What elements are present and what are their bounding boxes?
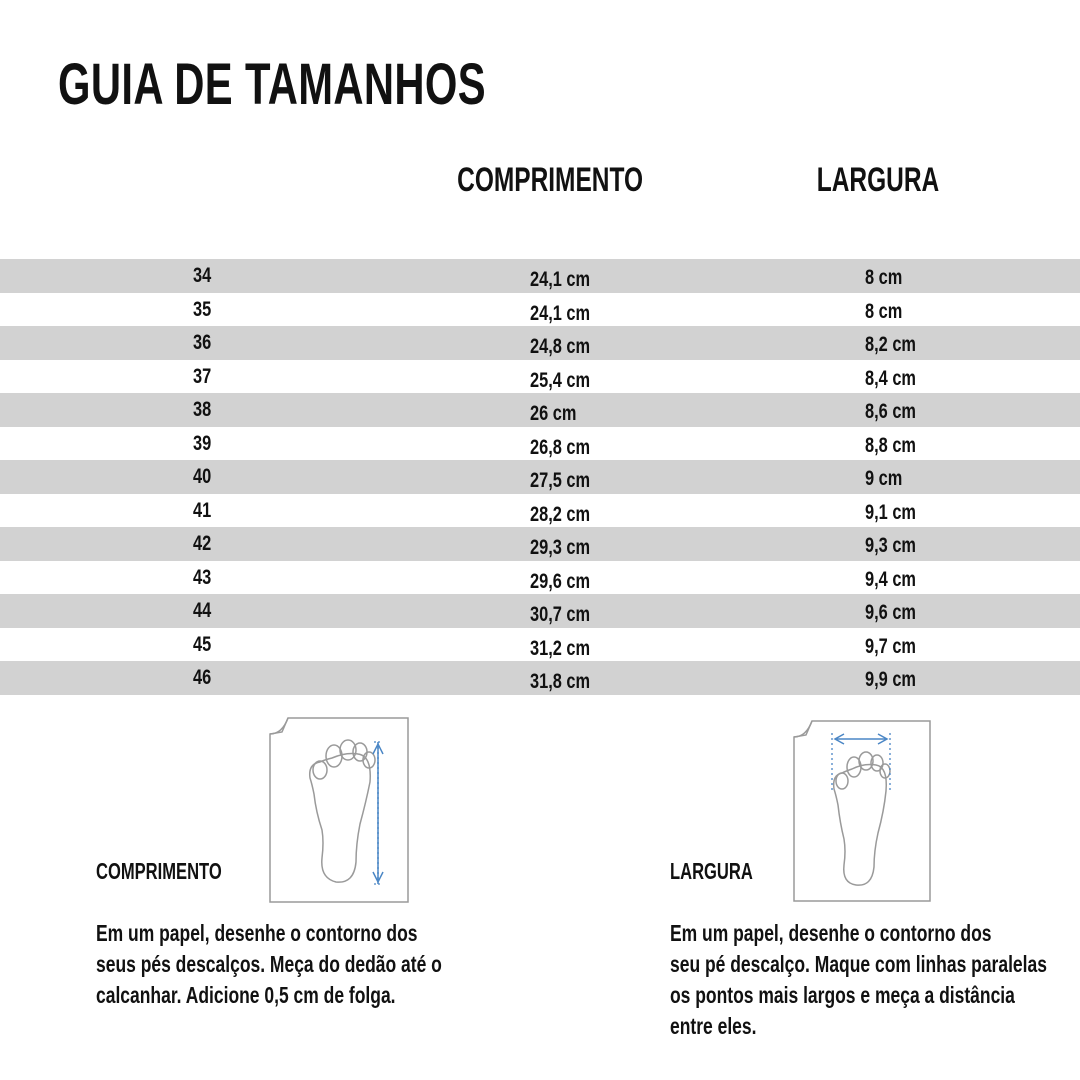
foot-width-icon — [786, 715, 936, 905]
size-table — [0, 259, 1080, 695]
instruction-line: seu pé descalço. Maque com linhas paralelas — [670, 951, 1047, 977]
instruction-line: calcanhar. Adicione 0,5 cm de folga. — [96, 982, 396, 1008]
largura-cell: 9 cm — [865, 467, 903, 490]
largura-cell: 9,4 cm — [865, 567, 917, 591]
table-row — [0, 393, 1080, 427]
largura-cell: 8 cm — [865, 266, 903, 289]
largura-cell: 9,6 cm — [865, 601, 917, 624]
comprimento-cell: 30,7 cm — [530, 603, 591, 626]
size-cell: 44 — [193, 599, 212, 622]
largura-instructions — [670, 918, 1070, 1042]
column-header-largura: LARGURA — [816, 161, 940, 199]
table-row — [0, 460, 1080, 494]
table-row — [0, 494, 1080, 528]
largura-cell: 8,6 cm — [865, 400, 917, 423]
size-cell: 40 — [193, 465, 212, 488]
comprimento-cell: 29,3 cm — [530, 536, 591, 559]
comprimento-cell: 24,1 cm — [530, 268, 591, 291]
largura-cell: 8,4 cm — [865, 366, 917, 390]
comprimento-cell: 26,8 cm — [530, 435, 591, 459]
comprimento-cell: 28,2 cm — [530, 502, 591, 526]
size-cell: 38 — [193, 398, 212, 421]
comprimento-cell: 31,2 cm — [530, 636, 591, 660]
size-cell: 41 — [193, 498, 212, 522]
comprimento-cell: 24,1 cm — [530, 301, 591, 325]
table-row — [0, 527, 1080, 561]
foot-width-diagram — [786, 715, 936, 905]
size-cell: 35 — [193, 297, 212, 321]
column-header-comprimento: COMPRIMENTO — [457, 161, 643, 199]
instruction-line: Em um papel, desenhe o contorno dos — [670, 920, 992, 946]
table-row — [0, 628, 1080, 662]
largura-cell: 9,7 cm — [865, 634, 917, 658]
size-cell: 42 — [193, 532, 212, 555]
instruction-line: seus pés descalços. Meça do dedão até o — [96, 951, 442, 977]
table-row — [0, 427, 1080, 461]
largura-cell: 8,8 cm — [865, 433, 917, 457]
largura-cell: 9,9 cm — [865, 668, 917, 691]
size-cell: 45 — [193, 632, 212, 656]
largura-cell: 8 cm — [865, 299, 903, 323]
instruction-line: Em um papel, desenhe o contorno dos — [96, 920, 418, 946]
comprimento-cell: 24,8 cm — [530, 335, 591, 358]
comprimento-cell: 27,5 cm — [530, 469, 591, 492]
table-row — [0, 360, 1080, 394]
size-cell: 39 — [193, 431, 212, 455]
table-row — [0, 293, 1080, 327]
size-cell: 46 — [193, 666, 212, 689]
foot-length-diagram — [262, 712, 412, 904]
comprimento-cell: 31,8 cm — [530, 670, 591, 693]
page-title: GUIA DE TAMANHOS — [58, 52, 486, 117]
foot-length-icon — [262, 712, 412, 904]
table-row — [0, 326, 1080, 360]
table-row — [0, 661, 1080, 695]
largura-section-label: LARGURA — [670, 858, 753, 884]
largura-cell: 9,3 cm — [865, 534, 917, 557]
size-cell: 43 — [193, 565, 212, 589]
size-cell: 34 — [193, 264, 212, 287]
comprimento-cell: 29,6 cm — [530, 569, 591, 593]
size-cell: 36 — [193, 331, 212, 354]
comprimento-section-label: COMPRIMENTO — [96, 858, 222, 884]
comprimento-instructions — [96, 918, 566, 1011]
largura-cell: 8,2 cm — [865, 333, 917, 356]
size-cell: 37 — [193, 364, 212, 388]
table-row — [0, 594, 1080, 628]
instruction-line: entre eles. — [670, 1013, 757, 1039]
table-row — [0, 259, 1080, 293]
instruction-line: os pontos mais largos e meça a distância — [670, 982, 1015, 1008]
table-row — [0, 561, 1080, 595]
comprimento-cell: 25,4 cm — [530, 368, 591, 392]
largura-cell: 9,1 cm — [865, 500, 917, 524]
comprimento-cell: 26 cm — [530, 402, 577, 425]
